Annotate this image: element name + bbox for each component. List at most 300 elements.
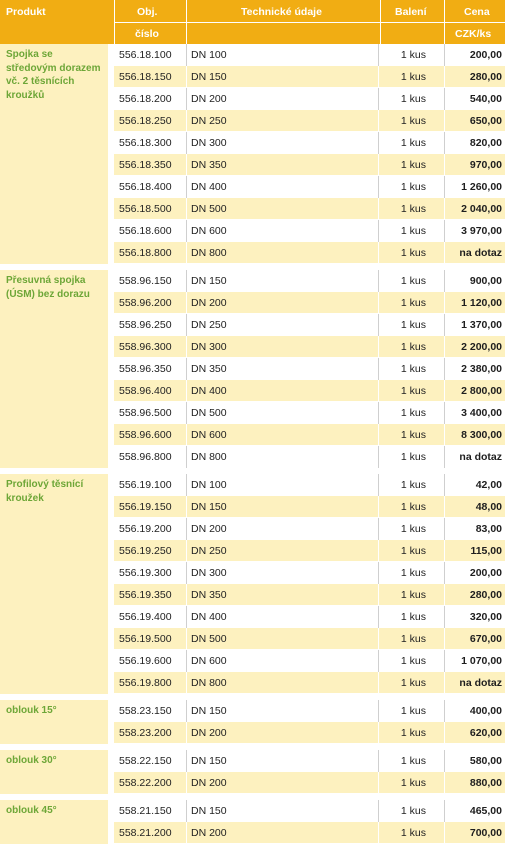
order-number-cell: 558.96.200	[119, 297, 172, 309]
column-divider	[186, 380, 187, 402]
tech-spec-cell: DN 800	[191, 451, 227, 463]
tech-spec-cell: DN 800	[191, 247, 227, 259]
column-divider	[444, 700, 445, 722]
product-group	[0, 750, 505, 794]
column-divider	[378, 132, 379, 154]
table-row	[114, 88, 505, 110]
table-row	[114, 424, 505, 446]
tech-spec-cell: DN 300	[191, 137, 227, 149]
column-divider	[444, 110, 445, 132]
column-divider	[378, 584, 379, 606]
tech-spec-cell: DN 150	[191, 805, 227, 817]
table-row	[114, 584, 505, 606]
price-cell: 280,00	[469, 589, 502, 601]
header-product-cell	[0, 0, 108, 44]
column-divider	[444, 44, 445, 66]
column-divider	[444, 650, 445, 672]
packaging-cell: 1 kus	[400, 479, 426, 491]
column-divider	[378, 110, 379, 132]
order-number-cell: 558.96.300	[119, 341, 172, 353]
price-cell: 970,00	[469, 159, 502, 171]
tech-spec-cell: DN 350	[191, 589, 227, 601]
column-divider	[186, 270, 187, 292]
tech-spec-cell: DN 500	[191, 633, 227, 645]
column-divider	[378, 518, 379, 540]
table-row	[114, 292, 505, 314]
column-divider	[186, 496, 187, 518]
table-row	[114, 198, 505, 220]
order-number-cell: 556.18.600	[119, 225, 172, 237]
tech-spec-cell: DN 250	[191, 115, 227, 127]
price-cell: 2 200,00	[461, 341, 502, 353]
header-baleni: Balení	[395, 6, 427, 18]
packaging-cell: 1 kus	[400, 363, 426, 375]
tech-spec-cell: DN 100	[191, 49, 227, 61]
column-divider	[444, 540, 445, 562]
packaging-cell: 1 kus	[400, 407, 426, 419]
tech-spec-cell: DN 100	[191, 479, 227, 491]
order-number-cell: 558.96.500	[119, 407, 172, 419]
column-divider	[378, 270, 379, 292]
table-row	[114, 132, 505, 154]
column-divider	[444, 722, 445, 744]
tech-spec-cell: DN 350	[191, 363, 227, 375]
product-group	[0, 700, 505, 744]
column-divider	[444, 336, 445, 358]
table-row	[114, 650, 505, 672]
price-cell: 2 040,00	[461, 203, 502, 215]
column-divider	[186, 672, 187, 694]
table-row	[114, 474, 505, 496]
column-divider	[186, 220, 187, 242]
order-number-cell: 558.96.350	[119, 363, 172, 375]
column-divider	[186, 314, 187, 336]
price-cell: 670,00	[469, 633, 502, 645]
packaging-cell: 1 kus	[400, 137, 426, 149]
order-number-cell: 558.96.150	[119, 275, 172, 287]
packaging-cell: 1 kus	[400, 49, 426, 61]
column-divider	[378, 402, 379, 424]
column-divider	[444, 292, 445, 314]
price-cell: 2 380,00	[461, 363, 502, 375]
packaging-cell: 1 kus	[400, 115, 426, 127]
price-cell: 620,00	[469, 727, 502, 739]
column-divider	[444, 496, 445, 518]
table-row	[114, 772, 505, 794]
table-row	[114, 220, 505, 242]
table-row	[114, 518, 505, 540]
column-divider	[444, 750, 445, 772]
column-divider	[186, 242, 187, 264]
order-number-cell: 558.22.200	[119, 777, 172, 789]
price-cell: na dotaz	[459, 247, 502, 259]
price-cell: 115,00	[470, 545, 502, 557]
tech-spec-cell: DN 150	[191, 501, 227, 513]
order-number-cell: 558.23.150	[119, 705, 172, 717]
table-row	[114, 672, 505, 694]
column-divider	[444, 628, 445, 650]
column-divider	[186, 154, 187, 176]
packaging-cell: 1 kus	[400, 727, 426, 739]
column-divider	[378, 242, 379, 264]
order-number-cell: 556.19.300	[119, 567, 172, 579]
table-row	[114, 44, 505, 66]
product-name: oblouk 15°	[0, 700, 108, 744]
column-divider	[444, 314, 445, 336]
tech-spec-cell: DN 150	[191, 275, 227, 287]
table-row	[114, 66, 505, 88]
order-number-cell: 556.19.800	[119, 677, 172, 689]
price-cell: 200,00	[469, 49, 502, 61]
table-row	[114, 402, 505, 424]
column-divider	[444, 154, 445, 176]
table-row	[114, 822, 505, 844]
column-divider	[186, 562, 187, 584]
column-divider	[378, 562, 379, 584]
packaging-cell: 1 kus	[400, 247, 426, 259]
column-divider	[444, 270, 445, 292]
table-row	[114, 628, 505, 650]
product-group	[0, 474, 505, 694]
price-cell: 3 400,00	[461, 407, 502, 419]
column-divider	[186, 424, 187, 446]
tech-spec-cell: DN 500	[191, 407, 227, 419]
table-row	[114, 110, 505, 132]
packaging-cell: 1 kus	[400, 545, 426, 557]
column-divider	[378, 540, 379, 562]
header-product: Produkt	[6, 6, 46, 18]
header-obj-line2: číslo	[135, 28, 159, 40]
tech-spec-cell: DN 600	[191, 655, 227, 667]
column-divider	[378, 66, 379, 88]
table-row	[114, 496, 505, 518]
packaging-cell: 1 kus	[400, 655, 426, 667]
column-divider	[378, 650, 379, 672]
order-number-cell: 556.18.800	[119, 247, 172, 259]
product-name: Spojka se středovým dorazem vč. 2 těsnících kroužků	[0, 44, 108, 264]
column-divider	[186, 628, 187, 650]
packaging-cell: 1 kus	[400, 93, 426, 105]
column-divider	[186, 358, 187, 380]
price-cell: 1 260,00	[461, 181, 502, 193]
order-number-cell: 556.18.100	[119, 49, 172, 61]
table-row	[114, 314, 505, 336]
packaging-cell: 1 kus	[400, 677, 426, 689]
table-row	[114, 562, 505, 584]
order-number-cell: 558.96.250	[119, 319, 172, 331]
column-divider	[444, 358, 445, 380]
column-divider	[378, 380, 379, 402]
column-divider	[378, 446, 379, 468]
packaging-cell: 1 kus	[400, 451, 426, 463]
tech-spec-cell: DN 200	[191, 777, 227, 789]
product-group	[0, 44, 505, 264]
packaging-cell: 1 kus	[400, 159, 426, 171]
price-cell: 42,00	[475, 479, 502, 491]
packaging-cell: 1 kus	[400, 705, 426, 717]
tech-spec-cell: DN 400	[191, 385, 227, 397]
column-divider	[186, 750, 187, 772]
tech-spec-cell: DN 200	[191, 93, 227, 105]
packaging-cell: 1 kus	[400, 501, 426, 513]
tech-spec-cell: DN 250	[191, 319, 227, 331]
column-divider	[186, 198, 187, 220]
order-number-cell: 558.21.150	[119, 805, 172, 817]
column-divider	[186, 402, 187, 424]
price-cell: 900,00	[469, 275, 502, 287]
order-number-cell: 556.18.250	[119, 115, 172, 127]
order-number-cell: 558.22.150	[119, 755, 172, 767]
column-divider	[186, 722, 187, 744]
column-divider	[444, 822, 445, 844]
column-divider	[186, 44, 187, 66]
packaging-cell: 1 kus	[400, 827, 426, 839]
order-number-cell: 558.96.600	[119, 429, 172, 441]
order-number-cell: 556.19.200	[119, 523, 172, 535]
tech-spec-cell: DN 200	[191, 297, 227, 309]
product-name: oblouk 30°	[0, 750, 108, 794]
column-divider	[378, 154, 379, 176]
table-row	[114, 380, 505, 402]
packaging-cell: 1 kus	[400, 225, 426, 237]
order-number-cell: 556.19.500	[119, 633, 172, 645]
tech-spec-cell: DN 600	[191, 429, 227, 441]
column-divider	[378, 772, 379, 794]
table-row	[114, 242, 505, 264]
column-divider	[378, 176, 379, 198]
tech-spec-cell: DN 300	[191, 341, 227, 353]
price-cell: 83,00	[475, 523, 502, 535]
order-number-cell: 558.96.800	[119, 451, 172, 463]
column-divider	[444, 446, 445, 468]
column-divider	[186, 606, 187, 628]
column-divider	[444, 66, 445, 88]
column-divider	[186, 772, 187, 794]
column-divider	[378, 700, 379, 722]
order-number-cell: 556.18.150	[119, 71, 172, 83]
tech-spec-cell: DN 800	[191, 677, 227, 689]
price-cell: 48,00	[475, 501, 502, 513]
column-divider	[444, 772, 445, 794]
column-divider	[444, 402, 445, 424]
column-divider	[378, 672, 379, 694]
column-divider	[444, 672, 445, 694]
column-divider	[378, 44, 379, 66]
packaging-cell: 1 kus	[400, 567, 426, 579]
column-divider	[378, 336, 379, 358]
product-name: Profilový těsnící kroužek	[0, 474, 108, 694]
table-row	[114, 540, 505, 562]
column-divider	[186, 176, 187, 198]
order-number-cell: 556.19.150	[119, 501, 172, 513]
column-divider	[378, 88, 379, 110]
price-cell: 880,00	[469, 777, 502, 789]
tech-spec-cell: DN 350	[191, 159, 227, 171]
price-cell: 1 070,00	[461, 655, 502, 667]
header-cena-line2: CZK/ks	[455, 28, 492, 40]
packaging-cell: 1 kus	[400, 633, 426, 645]
price-cell: na dotaz	[459, 677, 502, 689]
packaging-cell: 1 kus	[400, 275, 426, 287]
order-number-cell: 556.19.100	[119, 479, 172, 491]
column-divider	[444, 88, 445, 110]
order-number-cell: 556.18.200	[119, 93, 172, 105]
table-row	[114, 446, 505, 468]
price-cell: 2 800,00	[461, 385, 502, 397]
tech-spec-cell: DN 500	[191, 203, 227, 215]
price-cell: 700,00	[469, 827, 502, 839]
packaging-cell: 1 kus	[400, 611, 426, 623]
packaging-cell: 1 kus	[400, 341, 426, 353]
column-divider	[444, 424, 445, 446]
column-divider	[186, 132, 187, 154]
column-divider	[186, 336, 187, 358]
table-row	[114, 358, 505, 380]
header-tech: Technické údaje	[241, 6, 322, 18]
column-divider	[444, 606, 445, 628]
header-obj-line1: Obj.	[137, 6, 158, 18]
column-divider	[444, 380, 445, 402]
product-group	[0, 270, 505, 468]
column-divider	[378, 628, 379, 650]
packaging-cell: 1 kus	[400, 319, 426, 331]
column-divider	[186, 800, 187, 822]
price-cell: 3 970,00	[461, 225, 502, 237]
column-divider	[378, 424, 379, 446]
order-number-cell: 558.23.200	[119, 727, 172, 739]
product-name: oblouk 45°	[0, 800, 108, 844]
order-number-cell: 556.19.250	[119, 545, 172, 557]
column-divider	[378, 292, 379, 314]
header-cena-line1: Cena	[464, 6, 490, 18]
column-divider	[444, 518, 445, 540]
packaging-cell: 1 kus	[400, 589, 426, 601]
column-divider	[378, 198, 379, 220]
price-cell: 280,00	[469, 71, 502, 83]
price-cell: 580,00	[469, 755, 502, 767]
column-divider	[186, 110, 187, 132]
column-divider	[378, 314, 379, 336]
column-divider	[444, 474, 445, 496]
column-divider	[444, 584, 445, 606]
table-row	[114, 750, 505, 772]
column-divider	[444, 242, 445, 264]
column-divider	[378, 800, 379, 822]
column-divider	[444, 176, 445, 198]
price-cell: 1 370,00	[461, 319, 502, 331]
column-divider	[186, 540, 187, 562]
price-cell: 1 120,00	[461, 297, 502, 309]
packaging-cell: 1 kus	[400, 777, 426, 789]
table-row	[114, 336, 505, 358]
column-divider	[186, 66, 187, 88]
tech-spec-cell: DN 150	[191, 71, 227, 83]
table-row	[114, 154, 505, 176]
packaging-cell: 1 kus	[400, 523, 426, 535]
product-group	[0, 800, 505, 844]
packaging-cell: 1 kus	[400, 297, 426, 309]
column-divider	[186, 88, 187, 110]
table-row	[114, 176, 505, 198]
packaging-cell: 1 kus	[400, 385, 426, 397]
table-row	[114, 700, 505, 722]
column-divider	[378, 606, 379, 628]
tech-spec-cell: DN 200	[191, 827, 227, 839]
table-header	[0, 0, 505, 44]
packaging-cell: 1 kus	[400, 181, 426, 193]
column-divider	[186, 474, 187, 496]
column-divider	[444, 132, 445, 154]
price-cell: 8 300,00	[461, 429, 502, 441]
order-number-cell: 556.19.350	[119, 589, 172, 601]
column-divider	[444, 198, 445, 220]
table-row	[114, 722, 505, 744]
column-divider	[378, 220, 379, 242]
tech-spec-cell: DN 150	[191, 755, 227, 767]
column-divider	[186, 700, 187, 722]
order-number-cell: 556.18.400	[119, 181, 172, 193]
column-divider	[444, 562, 445, 584]
column-divider	[186, 518, 187, 540]
price-cell: 650,00	[469, 115, 502, 127]
price-cell: 320,00	[469, 611, 502, 623]
column-divider	[378, 722, 379, 744]
table-row	[114, 606, 505, 628]
price-cell: 200,00	[469, 567, 502, 579]
column-divider	[378, 474, 379, 496]
price-cell: 465,00	[469, 805, 502, 817]
column-divider	[378, 358, 379, 380]
column-divider	[186, 446, 187, 468]
column-divider	[186, 584, 187, 606]
tech-spec-cell: DN 400	[191, 611, 227, 623]
price-cell: 820,00	[469, 137, 502, 149]
tech-spec-cell: DN 250	[191, 545, 227, 557]
tech-spec-cell: DN 300	[191, 567, 227, 579]
tech-spec-cell: DN 200	[191, 727, 227, 739]
column-divider	[378, 750, 379, 772]
packaging-cell: 1 kus	[400, 203, 426, 215]
order-number-cell: 556.18.500	[119, 203, 172, 215]
column-divider	[378, 822, 379, 844]
tech-spec-cell: DN 150	[191, 705, 227, 717]
column-divider	[378, 496, 379, 518]
table-row	[114, 270, 505, 292]
price-cell: 400,00	[469, 705, 502, 717]
price-cell: 540,00	[469, 93, 502, 105]
tech-spec-cell: DN 600	[191, 225, 227, 237]
packaging-cell: 1 kus	[400, 429, 426, 441]
header-divider	[114, 22, 505, 23]
order-number-cell: 556.19.600	[119, 655, 172, 667]
tech-spec-cell: DN 200	[191, 523, 227, 535]
packaging-cell: 1 kus	[400, 755, 426, 767]
price-cell: na dotaz	[459, 451, 502, 463]
tech-spec-cell: DN 400	[191, 181, 227, 193]
table-row	[114, 800, 505, 822]
order-number-cell: 556.18.350	[119, 159, 172, 171]
column-divider	[444, 220, 445, 242]
column-divider	[186, 650, 187, 672]
order-number-cell: 556.19.400	[119, 611, 172, 623]
order-number-cell: 556.18.300	[119, 137, 172, 149]
column-divider	[186, 822, 187, 844]
packaging-cell: 1 kus	[400, 805, 426, 817]
column-divider	[444, 800, 445, 822]
product-name: Přesuvná spojka (ÚSM) bez dorazu	[0, 270, 108, 468]
order-number-cell: 558.96.400	[119, 385, 172, 397]
order-number-cell: 558.21.200	[119, 827, 172, 839]
